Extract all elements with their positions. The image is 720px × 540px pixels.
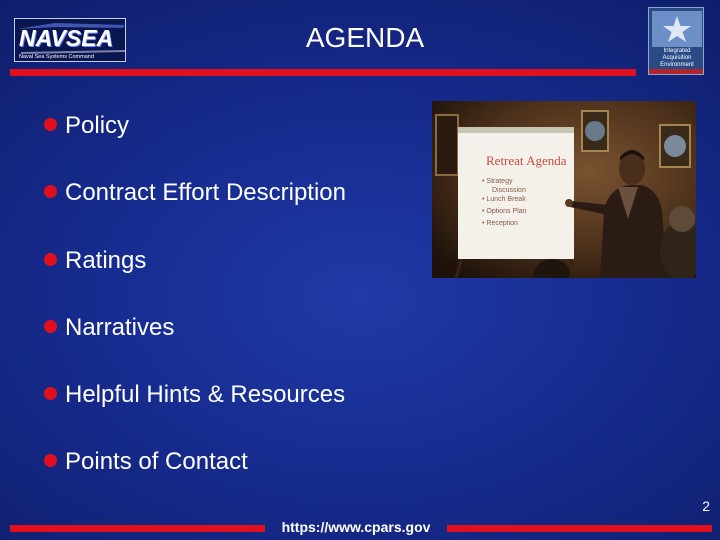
agenda-item-label: Helpful Hints & Resources <box>65 381 346 408</box>
footer-divider-right <box>447 525 712 532</box>
footer-link[interactable]: https://www.cpars.gov <box>281 519 431 535</box>
presenter-illustration <box>432 101 696 278</box>
bullet-icon <box>44 387 57 400</box>
agenda-item <box>44 381 345 411</box>
agenda-item <box>44 314 174 344</box>
agenda-item-label: Narratives <box>65 314 175 341</box>
bullet-icon <box>44 454 57 467</box>
navsea-logo <box>14 18 126 62</box>
iae-badge <box>648 7 704 75</box>
easel-line: • Lunch Break <box>482 196 526 203</box>
bullet-icon <box>44 253 57 266</box>
easel-line: Discussion <box>492 187 526 194</box>
badge-caption: Integrated Acquisition Environment <box>660 48 694 68</box>
logo-subtitle: Naval Sea Systems Command <box>19 54 94 60</box>
agenda-item-label: Ratings <box>65 247 147 274</box>
header-divider <box>10 69 636 76</box>
agenda-item <box>44 179 346 209</box>
page-number: 2 <box>702 498 710 514</box>
badge-stripe <box>649 69 703 74</box>
bullet-icon <box>44 118 57 131</box>
agenda-item <box>44 247 146 277</box>
bullet-icon <box>44 185 57 198</box>
agenda-item-label: Policy <box>65 112 130 139</box>
agenda-item-label: Contract Effort Description <box>65 179 347 206</box>
presenter-photo <box>432 101 696 278</box>
easel-line: • Strategy <box>482 178 513 185</box>
easel-heading: Retreat Agenda <box>486 153 567 168</box>
agenda-item <box>44 448 248 478</box>
easel-line: • Reception <box>482 220 518 227</box>
footer-divider-left <box>10 525 265 532</box>
easel-line: • Options Plan <box>482 208 527 215</box>
logo-wordmark: NAVSEA <box>19 25 114 51</box>
agenda-item-label: Points of Contact <box>65 448 248 475</box>
agenda-item <box>44 112 129 142</box>
slide-title: AGENDA <box>305 22 425 53</box>
bullet-icon <box>44 320 57 333</box>
